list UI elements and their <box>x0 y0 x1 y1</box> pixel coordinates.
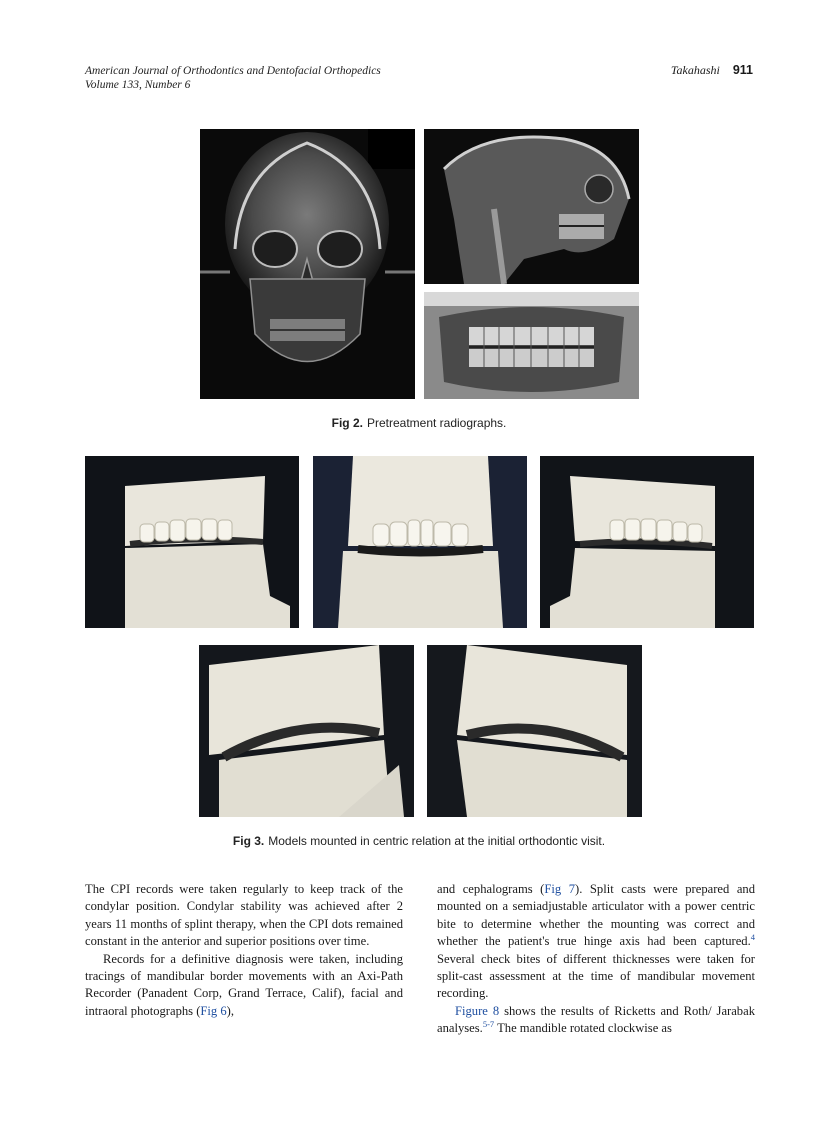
fig3-label: Fig 3. <box>232 834 265 848</box>
left-paragraph-2-end: ), <box>226 1003 235 1018</box>
left-paragraph-2 <box>85 951 403 1021</box>
journal-title <box>85 64 381 92</box>
model-right-lingual-view-image <box>199 645 414 817</box>
left-paragraph-2-text: Records for a definitive diagnosis were taken, including tracings of mandibular border movements with an Axi-Path Recorder (Panadent Corp, Grand Terrace, Calif), facial and intraoral photographs ( <box>85 951 403 1018</box>
right-paragraph-1 <box>437 881 755 1003</box>
model-left-lingual-view-image <box>427 645 642 817</box>
body-left-column <box>85 881 403 1020</box>
fig3-text: Models mounted in centric relation at the initial orthodontic visit. <box>268 834 606 848</box>
panoramic-radiograph-image <box>424 292 639 399</box>
page-number: 911 <box>732 63 753 77</box>
right-paragraph-1-text: and cephalograms ( <box>437 882 545 896</box>
running-head <box>671 63 753 78</box>
model-right-view-image <box>85 456 299 628</box>
body-right-column <box>437 881 755 1038</box>
right-paragraph-2 <box>437 1003 755 1038</box>
fig3-caption <box>0 834 838 848</box>
model-front-view-image <box>313 456 527 628</box>
fig7-link[interactable]: Fig 7 <box>544 882 576 896</box>
right-paragraph-1-end: Several check bites of different thicknesses were taken for split-cast assessment at the time of mandibular movement recording. <box>437 951 755 1001</box>
running-author: Takahashi <box>670 63 720 77</box>
reference-4-link[interactable]: 4 <box>750 932 755 943</box>
model-left-view-image <box>540 456 754 628</box>
right-paragraph-2-text: shows the results of Ricketts and Roth/ Jarabak analyses. <box>437 1003 755 1036</box>
journal-name: American Journal of Orthodontics and Dentofacial Orthopedics <box>85 65 381 77</box>
fig2-label: Fig 2. <box>331 416 363 430</box>
reference-5-7-link[interactable]: 5-7 <box>482 1019 495 1030</box>
fig6-link[interactable]: Fig 6 <box>200 1003 227 1018</box>
fig2-caption <box>0 416 838 430</box>
left-paragraph-1: The CPI records were taken regularly to keep track of the condylar position. Condylar stability was achieved after 2 years 11 months of splint therapy, when the CPI dots remained constant in the anterior and superior positions over time. <box>85 882 403 949</box>
journal-volume: Volume 133, Number 6 <box>85 79 191 91</box>
fig2-text: Pretreatment radiographs. <box>366 416 507 430</box>
frontal-cephalogram-image <box>200 129 415 399</box>
lateral-cephalogram-image <box>424 129 639 284</box>
right-paragraph-1-body: ). Split casts were prepared and mounted on a semiadjustable articulator with a power centric bite to determine whether the mounting was correct and whether the patient's true hinge axis had been captured. <box>437 882 756 949</box>
right-paragraph-2-end: The mandible rotated clockwise as <box>494 1021 672 1036</box>
figure8-link[interactable]: Figure 8 <box>455 1003 500 1018</box>
